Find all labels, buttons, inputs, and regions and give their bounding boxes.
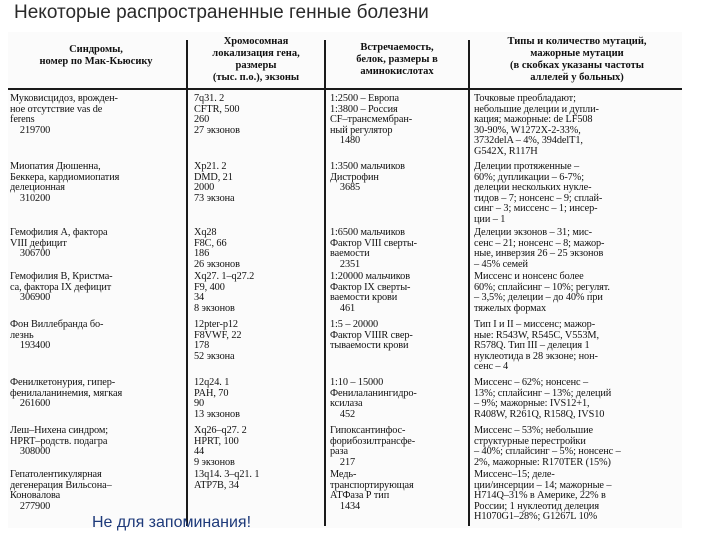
header-text: Встречаемость, белок, размеры в аминокислотах bbox=[356, 42, 438, 77]
cell-syndrome: Гемофилия А, фактора VIII дефицит 306700 bbox=[10, 227, 108, 260]
header-text: Синдромы, номер по Мак-Кьюсику bbox=[39, 44, 153, 67]
cell-mutations: Точковые преобладают; небольшие делеции и дупли- кация; мажорные: de LF508 30-90%, W1272X-2-33%, 3732delA – 4%, 394delT1, G542X, R117H bbox=[474, 93, 599, 157]
cell-locus: Xq26–q27. 2 HPRT, 100 44 9 экзонов bbox=[194, 425, 247, 468]
cell-mutations: Миссенс и нонсенс более 60%; сплайсинг – 10%; регулят. – 3,5%; делеции – до 40% при тяжелых формах bbox=[474, 271, 610, 314]
footer-note: Не для запоминания! bbox=[92, 514, 252, 531]
cell-syndrome: Фон Виллебранда бо- лезнь 193400 bbox=[10, 319, 104, 352]
cell-syndrome: Гемофилия В, Кристма- са, фактора IX дефицит 306900 bbox=[10, 271, 113, 304]
cell-locus: Xp21. 2 DMD, 21 2000 73 экзона bbox=[194, 161, 235, 204]
cell-locus: 12q24. 1 PAH, 70 90 13 экзонов bbox=[194, 377, 240, 420]
cell-frequency: 1:2500 – Европа 1:3800 – Россия CF–трансмембран- ный регулятор 1480 bbox=[330, 93, 413, 147]
cell-frequency: 1:6500 мальчиков Фактор VIII сверты- ваемости 2351 bbox=[330, 227, 418, 270]
cell-mutations: Делеции экзонов – 31; мис- сенс – 21; нонсенс – 8; мажор- ные, инверзия 26 – 25 экзонов – 45% семей bbox=[474, 227, 605, 270]
header-frequency bbox=[328, 42, 466, 78]
cell-mutations: Делеции протяженные – 60%; дупликации – 6-7%; делеции нескольких нукле- тидов – 7; нонсенс – 9; сплай- синг – 3; миссенс – 1; инсер- ции – 1 bbox=[474, 161, 603, 225]
header-locus bbox=[190, 36, 322, 84]
column-divider bbox=[186, 40, 188, 526]
cell-frequency: 1:10 – 15000 Фенилаланингидро- ксилаза 452 bbox=[330, 377, 417, 420]
cell-syndrome: Миопатия Дюшенна, Беккера, кардиомиопатия делеционная 310200 bbox=[10, 161, 120, 204]
column-divider bbox=[468, 40, 470, 526]
cell-frequency: Гипоксантинфос- форибозилтрансфе- раза 217 bbox=[330, 425, 416, 468]
header-text: Хромосомная локализация гена, размеры (тыс. п.о.), экзоны bbox=[212, 36, 300, 83]
cell-syndrome: Фенилкетонурия, гипер- фенилаланинемия, мягкая 261600 bbox=[10, 377, 123, 410]
cell-locus: Xq27. 1–q27.2 F9, 400 34 8 экзонов bbox=[194, 271, 255, 314]
cell-locus: 12pter-p12 F8VWF, 22 178 52 экзона bbox=[194, 319, 242, 362]
cell-locus: 7q31. 2 CFTR, 500 260 27 экзонов bbox=[194, 93, 240, 136]
cell-frequency: 1:20000 мальчиков Фактор IX сверты- ваемости крови 461 bbox=[330, 271, 411, 314]
cell-locus: 13q14. 3–q21. 1 ATP7B, 34 bbox=[194, 469, 260, 491]
scanned-table bbox=[8, 32, 682, 528]
cell-mutations: Миссенс – 53%; небольшие структурные перестройки – 40%; сплайсинг – 5%; нонсенс – 2%, мажорные: R170TER (15%) bbox=[474, 425, 621, 468]
header-mutations bbox=[472, 36, 682, 84]
cell-mutations: Миссенс–15; деле- ции/инсерции – 14; мажорные – H714Q–31% в Америке, 22% в России; 1 нуклеотид делеция H1070G1–28%; G1267L 10% bbox=[474, 469, 612, 523]
cell-mutations: Тип I и II – миссенс; мажор- ные: R543W, R545C, V553M, R578Q. Тип III – делеция 1 нуклеотида в 28 экзоне; нон- сенс – 4 bbox=[474, 319, 599, 373]
header-rule bbox=[8, 88, 682, 90]
cell-frequency: Медь- транспортирующая АТФаза Р тип 1434 bbox=[330, 469, 414, 512]
slide-title: Некоторые распространенные генные болезни bbox=[14, 2, 429, 23]
cell-locus: Xq28 F8C, 66 186 26 экзонов bbox=[194, 227, 240, 270]
cell-frequency: 1:5 – 20000 Фактор VIIIR свер- тываемости крови bbox=[330, 319, 413, 352]
cell-mutations: Миссенс – 62%; нонсенс – 13%; сплайсинг – 13%; делеций – 9%; мажорные: IVS12+1, R408W, R261Q, R158Q, IVS10 bbox=[474, 377, 612, 420]
header-text: Типы и количество мутаций, мажорные мутации (в скобках указаны частоты аллелей у больных) bbox=[507, 36, 647, 83]
cell-syndrome: Муковисцидоз, врожден- ное отсутствие vas de ferens 219700 bbox=[10, 93, 118, 136]
cell-frequency: 1:3500 мальчиков Дистрофин 3685 bbox=[330, 161, 405, 194]
cell-syndrome: Леш–Нихена синдром; HPRT–родств. подагра 308000 bbox=[10, 425, 109, 458]
cell-syndrome: Гепатолентикулярная дегенерация Вильсона– Коновалова 277900 bbox=[10, 469, 112, 512]
column-divider bbox=[324, 40, 326, 526]
header-syndrome bbox=[8, 44, 184, 68]
